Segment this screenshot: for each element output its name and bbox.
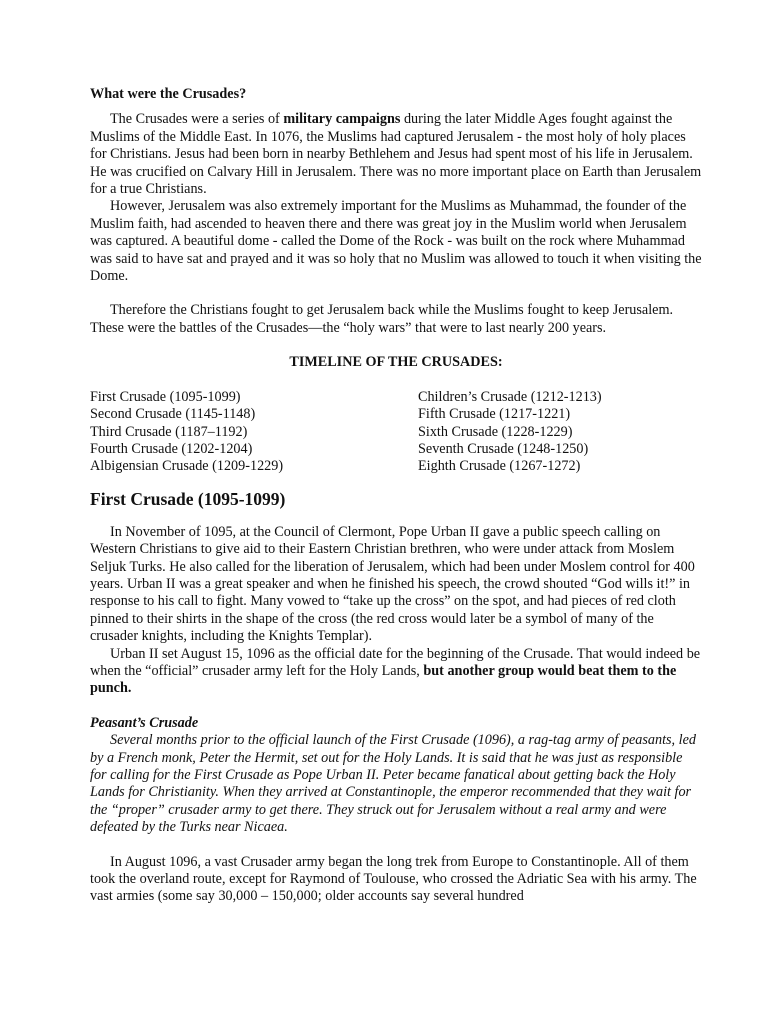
timeline-item: Fourth Crusade (1202-1204) xyxy=(90,440,253,457)
timeline-item: Children’s Crusade (1212-1213) xyxy=(418,388,602,405)
timeline-column-right xyxy=(418,389,702,476)
timeline-item: Seventh Crusade (1248-1250) xyxy=(418,440,589,457)
intro-heading: What were the Crusades? xyxy=(90,86,247,102)
timeline-column-left xyxy=(90,389,418,476)
timeline-item: Sixth Crusade (1228-1229) xyxy=(418,423,573,440)
intro-p1-bold: military campaigns xyxy=(283,111,401,128)
first-crusade-p2-bold: but another group would beat them to the punch. xyxy=(90,662,677,697)
timeline-item: Fifth Crusade (1217-1221) xyxy=(418,406,571,423)
intro-paragraph-3: Therefore the Christians fought to get Jerusalem back while the Muslims fought to keep Jerusalem. These were the battles of the Crusades—the “holy wars” that were to last nearly 200 years. xyxy=(90,302,674,336)
first-crusade-p2-text: Urban II set August 15, 1096 as the official date for the beginning of the Crusade. That would indeed be when the “official” crusader army left for the Holy Lands, xyxy=(90,645,701,679)
peasants-crusade-paragraph: Several months prior to the official launch of the First Crusade (1096), a rag-tag army of peasants, led by a French monk, Peter the Hermit, set out for the Holy Lands. It is said that he was just as responsible for calling for the First Crusade as Pope Urban II. Peter became fanatical about getting back the Holy Lands for Christianity. When they arrived at Constantinople, the emperor recommended that they wait for the “proper” crusader army to get there. They struck out for Jerusalem without a real army and were defeated by the Turks near Nicaea. xyxy=(90,732,696,836)
timeline-item: Second Crusade (1145-1148) xyxy=(90,406,256,423)
intro-paragraph-1 xyxy=(90,111,702,198)
timeline-title: TIMELINE OF THE CRUSADES: xyxy=(289,354,503,371)
intro-paragraph-2: However, Jerusalem was also extremely important for the Muslims as Muhammad, the founder of the Muslim faith, had ascended to heaven there and there was great joy in the Muslim world when Jerusalem was captured. A beautiful dome - called the Dome of the Rock - was built on the rock where Muhammad was said to have sat and prayed and it was so holy that no Muslim was allowed to touch it when visiting the Dome. xyxy=(90,198,702,285)
timeline-list xyxy=(90,389,702,476)
timeline-item: Eighth Crusade (1267-1272) xyxy=(418,458,581,475)
first-crusade-paragraph-1: In November of 1095, at the Council of Clermont, Pope Urban II gave a public speech calling on Western Christians to give aid to their Eastern Christian brethren, who were under attack from Moslem Seljuk Turks. He also called for the liberation of Jerusalem, which had been under Moslem control for 400 years. Urban II was a great speaker and when he finished his speech, the crowd shouted “God wills it!” in response to his call to fight. Many vowed to “take up the cross” on the spot, and had pieces of red cloth pinned to their shirts in the shape of the cross (the red cross would later be a symbol of many of the crusader knights, including the Knights Templar). xyxy=(90,523,695,645)
timeline-item: Third Crusade (1187–1192) xyxy=(90,423,248,440)
intro-p1-text-a: The Crusades were a series of xyxy=(110,111,284,128)
document-content xyxy=(90,86,702,906)
timeline-item: First Crusade (1095-1099) xyxy=(90,388,241,405)
peasants-crusade-title: Peasant’s Crusade xyxy=(90,714,199,731)
timeline-item: Albigensian Crusade (1209-1229) xyxy=(90,458,284,475)
first-crusade-paragraph-2 xyxy=(90,646,702,698)
intro-p1-text-b: during the later Middle Ages fought against the Muslims of the Middle East. In 1076, the Muslims had captured Jerusalem - the most holy of holy places for Christians. Jesus had been born in nearby Bethlehem and Jesus had spent most of his life in Jerusalem. He was crucified on Calvary Hill in Jerusalem. There was no more important place on Earth than Jerusalem for a true Christians. xyxy=(90,111,702,198)
first-crusade-title: First Crusade (1095-1099) xyxy=(90,488,286,509)
august-1096-paragraph: In August 1096, a vast Crusader army began the long trek from Europe to Constantinople. All of them took the overland route, except for Raymond of Toulouse, who crossed the Adriatic Sea with his army. The vast armies (some say 30,000 – 150,000; older accounts say several hundred xyxy=(90,853,697,905)
